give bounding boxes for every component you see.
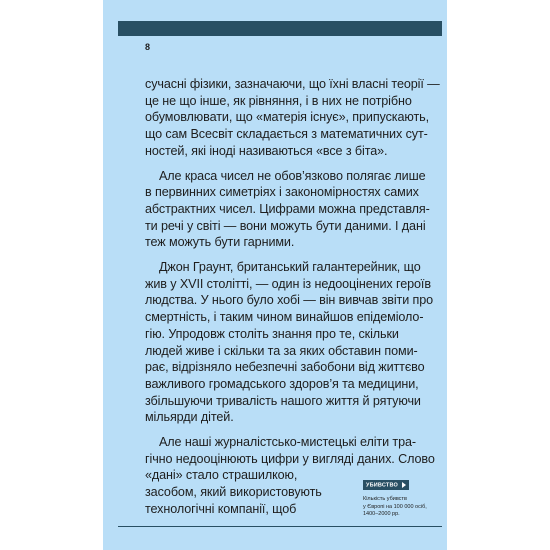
text-line: в первинних симетріях і закономірностях самих: [145, 185, 419, 200]
text-line: Джон Граунт, британський галантерейник, що: [159, 260, 421, 275]
text-line: гічно недооцінюють цифри у вигляді даних. Слово: [145, 451, 435, 466]
text-line: що сам Всесвіт складається з математичних сут-: [145, 127, 428, 142]
text-line: сучасні фізики, зазначаючи, що їхні власні теорії —: [145, 77, 440, 91]
text-line: смертність, і таким чином винайшов епідеміоло-: [145, 310, 424, 325]
text-line: збільшуючи тривалість нашого життя й рятуючи: [145, 393, 421, 408]
margin-note-tag: [363, 480, 409, 490]
text-line: людства. У нього було хобі — він вивчав звіти про: [145, 293, 434, 308]
page-number: 8: [145, 42, 151, 52]
text-line: Але краса чисел не обов’язково полягає лише: [159, 168, 426, 183]
body-text: [145, 76, 445, 518]
text-line: обумовлювати, що «матерія існує», припускають,: [145, 110, 429, 125]
header-color-bar: [118, 21, 442, 36]
text-line: засобом, який використовують: [145, 485, 322, 500]
margin-note-caption-line: 1400–2000 рр.: [363, 511, 400, 517]
margin-note: [363, 473, 449, 519]
text-line: абстрактних чисел. Цифрами можна представля-: [145, 201, 430, 216]
text-line: ти речі у світі — вони можуть бути даними. І дані: [145, 218, 426, 233]
margin-note-caption-line: Кількість убивств: [363, 496, 407, 502]
text-line: рає, відрізняло небезпечні забобони від життєво: [145, 360, 425, 375]
margin-note-caption-line: у Європі на 100 000 осіб,: [363, 503, 427, 510]
margin-note-tag-label: УБИВСТВО: [366, 482, 398, 488]
text-line: жив у XVII столітті, — один із недооцінених героїв: [145, 276, 431, 291]
text-line: це не що інше, як рівняння, і в них не потрібно: [145, 93, 412, 108]
text-line: гію. Упродовж століть знання про те, скільки: [145, 326, 399, 341]
text-line: мільярди дітей.: [145, 410, 234, 425]
margin-note-caption: [363, 496, 449, 519]
text-line: «дані» стало страшилкою,: [145, 468, 298, 483]
text-line: важливого громадського здоров’я та медицини,: [145, 376, 419, 391]
arrow-right-icon: [402, 482, 406, 488]
text-line: технологічні компанії, щоб: [145, 501, 297, 516]
bottom-rule: [118, 526, 442, 527]
text-line: Але наші журналістсько-мистецькі еліти тра-: [159, 435, 416, 450]
text-line: теж можуть бути гарними.: [145, 235, 295, 250]
text-line: людей живе і скільки та за яких обставин поми-: [145, 343, 418, 358]
text-line: ностей, які іноді називаються «все з біта».: [145, 143, 388, 158]
